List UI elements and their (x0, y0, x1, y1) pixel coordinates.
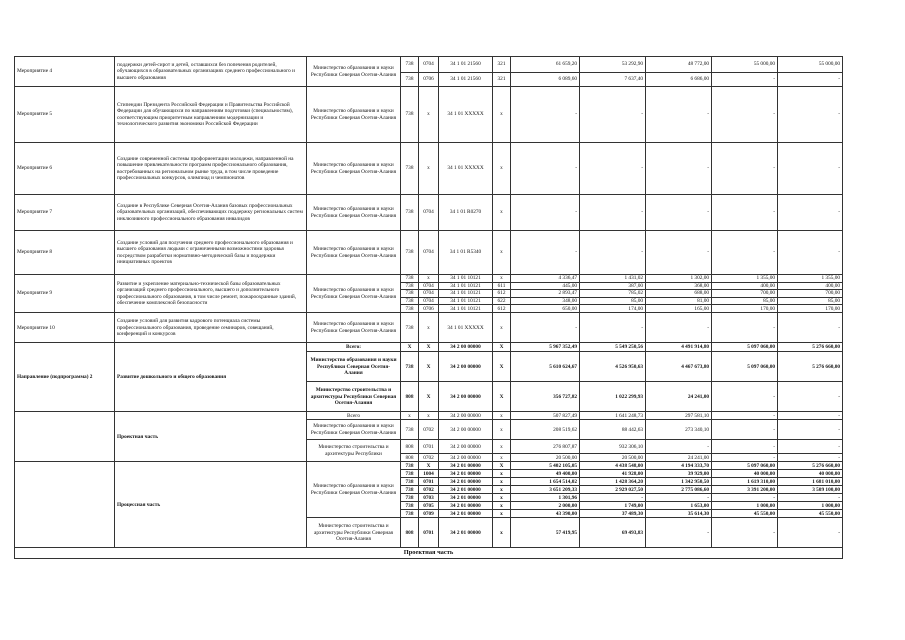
amount-cell-v3: - (646, 440, 712, 454)
amount-cell-v4: - (712, 440, 778, 454)
amount-cell-v1: 356 727,82 (511, 382, 580, 412)
amount-cell-v1: - (511, 195, 580, 231)
grbs-cell: 738 (401, 57, 419, 73)
expense-type-cell: х (493, 143, 511, 195)
budget-table-body (15, 57, 843, 559)
expense-type-cell: х (493, 454, 511, 462)
amount-cell-v5: 5 276 660,00 (778, 352, 843, 382)
section-cell: 0701 (419, 440, 439, 454)
grbs-cell: 808 (401, 382, 419, 412)
amount-cell-v2: 174,00 (580, 305, 646, 313)
amount-cell-v3: 297 581,10 (646, 412, 712, 420)
responsible-org-cell: Министерство образования и науки Республики Северная Осетия-Алания (307, 57, 401, 87)
expense-type-cell: 611 (493, 283, 511, 290)
responsible-org-cell: Всего: (307, 343, 401, 352)
amount-cell-v3: 24 241,00 (646, 382, 712, 412)
expense-type-cell: х (493, 494, 511, 502)
section-cell: 1004 (419, 470, 439, 478)
amount-cell-v3: 24 241,00 (646, 454, 712, 462)
amount-cell-v1: - (511, 87, 580, 143)
amount-cell-v4: 5 097 060,00 (712, 352, 778, 382)
section-cell: 0705 (419, 502, 439, 510)
amount-cell-v4: 1 000,00 (712, 502, 778, 510)
amount-cell-v4: - (712, 73, 778, 87)
amount-cell-v4: 170,00 (712, 305, 778, 313)
amount-cell-v4: 45 550,00 (712, 510, 778, 518)
amount-cell-v5: 45 550,00 (778, 510, 843, 518)
grbs-cell: 738 (401, 486, 419, 494)
part-title-cell: Проектная часть (115, 412, 307, 462)
target-article-cell: 34 1 01 21560 (439, 57, 493, 73)
grbs-cell: 738 (401, 231, 419, 275)
table-row (15, 548, 843, 559)
target-article-cell: 34 1 01 R5340 (439, 231, 493, 275)
expense-type-cell: х (493, 412, 511, 420)
section-cell: 0701 (419, 478, 439, 486)
amount-cell-v4: 5 097 060,00 (712, 462, 778, 470)
table-row (15, 195, 843, 231)
expense-type-cell: х (493, 478, 511, 486)
target-article-cell: 34 1 01 10121 (439, 283, 493, 290)
section-cell: 0702 (419, 420, 439, 440)
amount-cell-v5: - (778, 231, 843, 275)
responsible-org-cell: Министерство образования и науки Республики Северная Осетия-Алания (307, 462, 401, 518)
grbs-cell: 738 (401, 510, 419, 518)
expense-type-cell: Х (493, 462, 511, 470)
amount-cell-v3: 2 775 086,60 (646, 486, 712, 494)
amount-cell-v2: - (580, 494, 646, 502)
amount-cell-v3: 4 467 673,80 (646, 352, 712, 382)
expense-type-cell: Х (493, 352, 511, 382)
target-article-cell: 34 2 00 00000 (439, 352, 493, 382)
section-cell: х (419, 412, 439, 420)
amount-cell-v4: 55 000,00 (712, 57, 778, 73)
amount-cell-v1: 2 000,00 (511, 502, 580, 510)
amount-cell-v5: - (778, 87, 843, 143)
amount-cell-v1: 3 651 209,33 (511, 486, 580, 494)
table-row (15, 412, 843, 420)
expense-type-cell: 321 (493, 73, 511, 87)
amount-cell-v2: 20 500,00 (580, 454, 646, 462)
amount-cell-v1: - (511, 313, 580, 343)
target-article-cell: 34 1 01 10121 (439, 305, 493, 313)
amount-cell-v4: - (712, 494, 778, 502)
amount-cell-v1: 5 610 624,67 (511, 352, 580, 382)
amount-cell-v3: 368,00 (646, 283, 712, 290)
amount-cell-v2: 1 022 299,93 (580, 382, 646, 412)
table-row (15, 313, 843, 343)
amount-cell-v4: - (712, 231, 778, 275)
amount-cell-v1: 6 089,60 (511, 73, 580, 87)
amount-cell-v1: 61 659,20 (511, 57, 580, 73)
responsible-org-cell: Министерство образования и науки Республики Северная Осетия-Алания (307, 231, 401, 275)
measure-name-cell: Мероприятие 9 (15, 275, 115, 313)
target-article-cell: 34 2 01 00000 (439, 502, 493, 510)
amount-cell-v4: 700,00 (712, 290, 778, 297)
expense-type-cell: х (493, 518, 511, 548)
amount-cell-v1: 208 519,62 (511, 420, 580, 440)
amount-cell-v3: - (646, 143, 712, 195)
amount-cell-v5: - (778, 382, 843, 412)
section-cell: Х (419, 382, 439, 412)
amount-cell-v2: 387,00 (580, 283, 646, 290)
target-article-cell: 34 2 00 00000 (439, 440, 493, 454)
expense-type-cell: х (493, 87, 511, 143)
target-article-cell: 34 1 01 10121 (439, 297, 493, 304)
amount-cell-v1: 276 807,87 (511, 440, 580, 454)
grbs-cell: 738 (401, 290, 419, 297)
amount-cell-v1: 57 419,95 (511, 518, 580, 548)
amount-cell-v5: 1 681 010,00 (778, 478, 843, 486)
responsible-org-cell: Министерство образования и науки Республики Северная Осетия-Алания (307, 275, 401, 313)
target-article-cell: 34 1 01 10121 (439, 290, 493, 297)
amount-cell-v2: 69 493,83 (580, 518, 646, 548)
amount-cell-v1: - (511, 231, 580, 275)
amount-cell-v5: - (778, 518, 843, 548)
grbs-cell: 738 (401, 305, 419, 313)
table-row (15, 275, 843, 283)
section-cell: х (419, 87, 439, 143)
grbs-cell: Х (401, 343, 419, 352)
measure-description-cell: Развитие и укрепление материально-технической базы образовательных организаций среднего профессионального, высшего и дополнительного профессионального образования, в том числе ремонт, пожароохранные зданий, обеспечение комплексной безопасности (115, 275, 307, 313)
amount-cell-v1: 507 827,49 (511, 412, 580, 420)
measure-description-cell: поддержки детей-сирот и детей, оставшихся без попечения родителей, обучающихся в образовательных организациях среднего профессионального и высшего образования (115, 57, 307, 87)
expense-type-cell: х (493, 510, 511, 518)
amount-cell-v4: 400,00 (712, 283, 778, 290)
amount-cell-v5: - (778, 195, 843, 231)
expense-type-cell: х (493, 420, 511, 440)
grbs-cell: 738 (401, 352, 419, 382)
grbs-cell: 808 (401, 454, 419, 462)
section-cell: х (419, 313, 439, 343)
amount-cell-v4: - (712, 195, 778, 231)
measure-name-cell: Мероприятие 5 (15, 87, 115, 143)
amount-cell-v3: 4 491 914,80 (646, 343, 712, 352)
responsible-org-cell: Министерство образования и науки Республики Северная Осетия-Алания (307, 195, 401, 231)
amount-cell-v2: 53 292,90 (580, 57, 646, 73)
target-article-cell: 34 2 01 00000 (439, 478, 493, 486)
amount-cell-v1: 348,00 (511, 297, 580, 304)
target-article-cell: 34 2 01 00000 (439, 486, 493, 494)
amount-cell-v3: 39 929,00 (646, 470, 712, 478)
grbs-cell: 738 (401, 195, 419, 231)
grbs-cell: 738 (401, 297, 419, 304)
responsible-org-cell: Министерство образования и науки Республики Северная Осетия-Алания (307, 313, 401, 343)
target-article-cell: 34 1 01 ХХХХХ (439, 87, 493, 143)
subprogram-title-cell: Развитие дошкольного и общего образования (115, 343, 307, 412)
measure-name-cell: Мероприятие 4 (15, 57, 115, 87)
expense-type-cell: Х (493, 343, 511, 352)
target-article-cell: 34 2 01 00000 (439, 510, 493, 518)
target-article-cell: 34 2 01 00000 (439, 462, 493, 470)
amount-cell-v2: 5 549 250,56 (580, 343, 646, 352)
responsible-org-cell: Всего (307, 412, 401, 420)
amount-cell-v2: 1 749,00 (580, 502, 646, 510)
amount-cell-v2: 4 438 548,00 (580, 462, 646, 470)
amount-cell-v5: 5 276 660,00 (778, 462, 843, 470)
amount-cell-v2: - (580, 231, 646, 275)
grbs-cell: 738 (401, 494, 419, 502)
expense-type-cell: х (493, 275, 511, 283)
amount-cell-v5: - (778, 412, 843, 420)
grbs-cell: 738 (401, 143, 419, 195)
section-cell: 0704 (419, 283, 439, 290)
amount-cell-v3: 165,00 (646, 305, 712, 313)
amount-cell-v4: - (712, 454, 778, 462)
amount-cell-v2: 785,02 (580, 290, 646, 297)
amount-cell-v2: 4 526 950,63 (580, 352, 646, 382)
section-cell: 0701 (419, 518, 439, 548)
section-cell: х (419, 143, 439, 195)
amount-cell-v4: - (712, 143, 778, 195)
table-row (15, 462, 843, 470)
amount-cell-v1: 5 967 352,49 (511, 343, 580, 352)
grbs-cell: 738 (401, 462, 419, 470)
expense-type-cell: 622 (493, 297, 511, 304)
expense-type-cell: 612 (493, 290, 511, 297)
target-article-cell: 34 2 00 00000 (439, 343, 493, 352)
section-cell: Х (419, 343, 439, 352)
target-article-cell: 34 1 01 R0270 (439, 195, 493, 231)
amount-cell-v1: 5 402 105,05 (511, 462, 580, 470)
amount-cell-v1: 1 301,96 (511, 494, 580, 502)
grbs-cell: 738 (401, 87, 419, 143)
section-cell: 0706 (419, 305, 439, 313)
grbs-cell: 738 (401, 275, 419, 283)
amount-cell-v1: 43 390,00 (511, 510, 580, 518)
amount-cell-v4: 1 619 310,00 (712, 478, 778, 486)
amount-cell-v4: - (712, 87, 778, 143)
amount-cell-v2: 1 641 248,73 (580, 412, 646, 420)
target-article-cell: 34 2 00 00000 (439, 382, 493, 412)
amount-cell-v4: 1 355,00 (712, 275, 778, 283)
section-cell: 0704 (419, 57, 439, 73)
table-row (15, 57, 843, 73)
target-article-cell: 34 1 01 21560 (439, 73, 493, 87)
target-article-cell: 34 1 01 10121 (439, 275, 493, 283)
grbs-cell: 738 (401, 502, 419, 510)
budget-table (14, 56, 843, 559)
amount-cell-v4: 40 000,00 (712, 470, 778, 478)
amount-cell-v2: 932 306,10 (580, 440, 646, 454)
target-article-cell: 34 2 00 00000 (439, 412, 493, 420)
amount-cell-v3: - (646, 494, 712, 502)
amount-cell-v2: 88 442,63 (580, 420, 646, 440)
responsible-org-cell: Министерство образования и науки Республики Северная Осетия-Алания (307, 143, 401, 195)
measure-name-cell: Мероприятие 8 (15, 231, 115, 275)
amount-cell-v3: - (646, 231, 712, 275)
amount-cell-v2: - (580, 87, 646, 143)
amount-cell-v3: 6 686,00 (646, 73, 712, 87)
amount-cell-v2: 2 929 027,50 (580, 486, 646, 494)
section-cell: 0709 (419, 510, 439, 518)
measure-name-cell: Мероприятие 6 (15, 143, 115, 195)
amount-cell-v1: 4 336,47 (511, 275, 580, 283)
amount-cell-v1: 1 654 514,02 (511, 478, 580, 486)
grbs-cell: 808 (401, 440, 419, 454)
grbs-cell: х (401, 412, 419, 420)
amount-cell-v5: - (778, 454, 843, 462)
section-cell: 0704 (419, 231, 439, 275)
budget-table-sheet (14, 56, 842, 559)
part-title-cell: Процессная часть (115, 462, 307, 548)
expense-type-cell: х (493, 313, 511, 343)
section-cell: 0704 (419, 195, 439, 231)
amount-cell-v2: 7 637,40 (580, 73, 646, 87)
table-row (15, 87, 843, 143)
grbs-cell: 738 (401, 313, 419, 343)
table-row (15, 143, 843, 195)
amount-cell-v5: 55 000,00 (778, 57, 843, 73)
target-article-cell: 34 1 01 ХХХХХ (439, 313, 493, 343)
amount-cell-v3: - (646, 195, 712, 231)
amount-cell-v5: - (778, 420, 843, 440)
section-cell: 0706 (419, 73, 439, 87)
empty-cell (15, 462, 115, 548)
amount-cell-v5: 40 000,00 (778, 470, 843, 478)
amount-cell-v4: - (712, 412, 778, 420)
section-banner-cell: Проектная часть (15, 548, 843, 559)
table-row (15, 343, 843, 352)
responsible-org-cell: Министерство строительства и архитектуры Республики Северная Осетия-Алания (307, 518, 401, 548)
amount-cell-v1: 445,00 (511, 283, 580, 290)
responsible-org-cell: Министерство образования и науки Республики Северная Осетия-Алания (307, 87, 401, 143)
expense-type-cell: Х (493, 382, 511, 412)
expense-type-cell: 612 (493, 305, 511, 313)
amount-cell-v4: - (712, 382, 778, 412)
measure-name-cell: Мероприятие 10 (15, 313, 115, 343)
amount-cell-v5: 85,00 (778, 297, 843, 304)
amount-cell-v1: 650,00 (511, 305, 580, 313)
amount-cell-v5: 170,00 (778, 305, 843, 313)
target-article-cell: 34 2 01 00000 (439, 518, 493, 548)
grbs-cell: 738 (401, 420, 419, 440)
amount-cell-v5: - (778, 73, 843, 87)
amount-cell-v4: - (712, 313, 778, 343)
target-article-cell: 34 2 01 00000 (439, 494, 493, 502)
section-cell: 0702 (419, 454, 439, 462)
target-article-cell: 34 1 01 ХХХХХ (439, 143, 493, 195)
amount-cell-v5: 700,00 (778, 290, 843, 297)
measure-description-cell: Создание условий для получения среднего профессионального образования и высшего образования людьми с ограниченными возможностями здоровья посредством разработки нормативно-методической базы и поддержки инициативных проектов (115, 231, 307, 275)
amount-cell-v1: 2 893,47 (511, 290, 580, 297)
grbs-cell: 738 (401, 470, 419, 478)
expense-type-cell: х (493, 486, 511, 494)
section-cell: 0704 (419, 297, 439, 304)
amount-cell-v4: 85,00 (712, 297, 778, 304)
measure-description-cell: Создание условий для развития кадрового потенциала системы профессионального образования, проведение семинаров, совещаний, конференций и конкурсов (115, 313, 307, 343)
amount-cell-v4: 5 097 060,00 (712, 343, 778, 352)
amount-cell-v3: 1 302,00 (646, 275, 712, 283)
amount-cell-v2: - (580, 195, 646, 231)
grbs-cell: 738 (401, 73, 419, 87)
amount-cell-v3: 81,00 (646, 297, 712, 304)
responsible-org-cell: Министерство строительства и архитектуры Республики (307, 440, 401, 462)
amount-cell-v2: 85,00 (580, 297, 646, 304)
empty-cell (15, 412, 115, 462)
subprogram-name-cell: Направление (подпрограмма) 2 (15, 343, 115, 412)
amount-cell-v5: - (778, 440, 843, 454)
grbs-cell: 738 (401, 283, 419, 290)
measure-description-cell: Стипендии Президента Российской Федерации и Правительства Российской Федерации для обучающихся по направлениям подготовки (специальностям), соответствующим приоритетным направлениям модернизации и технологического развития экономики Российской Федерации (115, 87, 307, 143)
expense-type-cell: х (493, 440, 511, 454)
target-article-cell: 34 2 01 00000 (439, 470, 493, 478)
amount-cell-v1: 49 400,00 (511, 470, 580, 478)
target-article-cell: 34 2 00 00000 (439, 454, 493, 462)
amount-cell-v1: 20 500,00 (511, 454, 580, 462)
amount-cell-v3: 1 653,00 (646, 502, 712, 510)
amount-cell-v4: - (712, 518, 778, 548)
expense-type-cell: 321 (493, 57, 511, 73)
amount-cell-v5: 400,00 (778, 283, 843, 290)
amount-cell-v2: 1 431,02 (580, 275, 646, 283)
responsible-org-cell: Министерство строительства и архитектуры Республики Северная Осетия-Алания (307, 382, 401, 412)
target-article-cell: 34 2 00 00000 (439, 420, 493, 440)
amount-cell-v2: 41 928,00 (580, 470, 646, 478)
amount-cell-v5: 1 355,00 (778, 275, 843, 283)
section-cell: х (419, 275, 439, 283)
section-cell: Х (419, 462, 439, 470)
section-cell: Х (419, 352, 439, 382)
section-cell: 0703 (419, 494, 439, 502)
amount-cell-v4: 3 391 200,00 (712, 486, 778, 494)
table-row (15, 231, 843, 275)
grbs-cell: 808 (401, 518, 419, 548)
section-cell: 0704 (419, 290, 439, 297)
amount-cell-v3: 273 340,10 (646, 420, 712, 440)
expense-type-cell: х (493, 231, 511, 275)
amount-cell-v3: 1 342 950,50 (646, 478, 712, 486)
measure-description-cell: Создание в Республике Северная Осетия-Алания базовых профессиональных образовательных организаций, обеспечивающих поддержку региональных систем инклюзивного профессионального образования инвалидов (115, 195, 307, 231)
amount-cell-v5: 5 276 660,00 (778, 343, 843, 352)
measure-description-cell: Создание современной системы профориентации молодежи, направленной на повышение привлекательности программ профессионального образования, востребованных на региональном рынке труда, в том числе проведение профессиональных конкурсов, олимпиад и чемпионатов (115, 143, 307, 195)
amount-cell-v2: 37 489,30 (580, 510, 646, 518)
amount-cell-v2: 1 428 364,20 (580, 478, 646, 486)
amount-cell-v3: 4 194 333,70 (646, 462, 712, 470)
section-cell: 0702 (419, 486, 439, 494)
measure-name-cell: Мероприятие 7 (15, 195, 115, 231)
amount-cell-v3: 688,00 (646, 290, 712, 297)
amount-cell-v3: - (646, 87, 712, 143)
amount-cell-v5: - (778, 494, 843, 502)
responsible-org-cell: Министерство образования и науки Республики Северная Осетия-Алания (307, 420, 401, 440)
expense-type-cell: х (493, 502, 511, 510)
expense-type-cell: х (493, 195, 511, 231)
expense-type-cell: х (493, 470, 511, 478)
amount-cell-v1: - (511, 143, 580, 195)
amount-cell-v2: - (580, 313, 646, 343)
responsible-org-cell: Министерство образования и науки Республики Северная Осетия-Алания (307, 352, 401, 382)
amount-cell-v3: - (646, 313, 712, 343)
amount-cell-v3: - (646, 518, 712, 548)
amount-cell-v5: 3 509 100,00 (778, 486, 843, 494)
amount-cell-v2: - (580, 143, 646, 195)
amount-cell-v3: 35 614,30 (646, 510, 712, 518)
amount-cell-v5: - (778, 143, 843, 195)
amount-cell-v3: 48 772,00 (646, 57, 712, 73)
amount-cell-v5: 1 000,00 (778, 502, 843, 510)
amount-cell-v5: - (778, 313, 843, 343)
grbs-cell: 738 (401, 478, 419, 486)
amount-cell-v4: - (712, 420, 778, 440)
